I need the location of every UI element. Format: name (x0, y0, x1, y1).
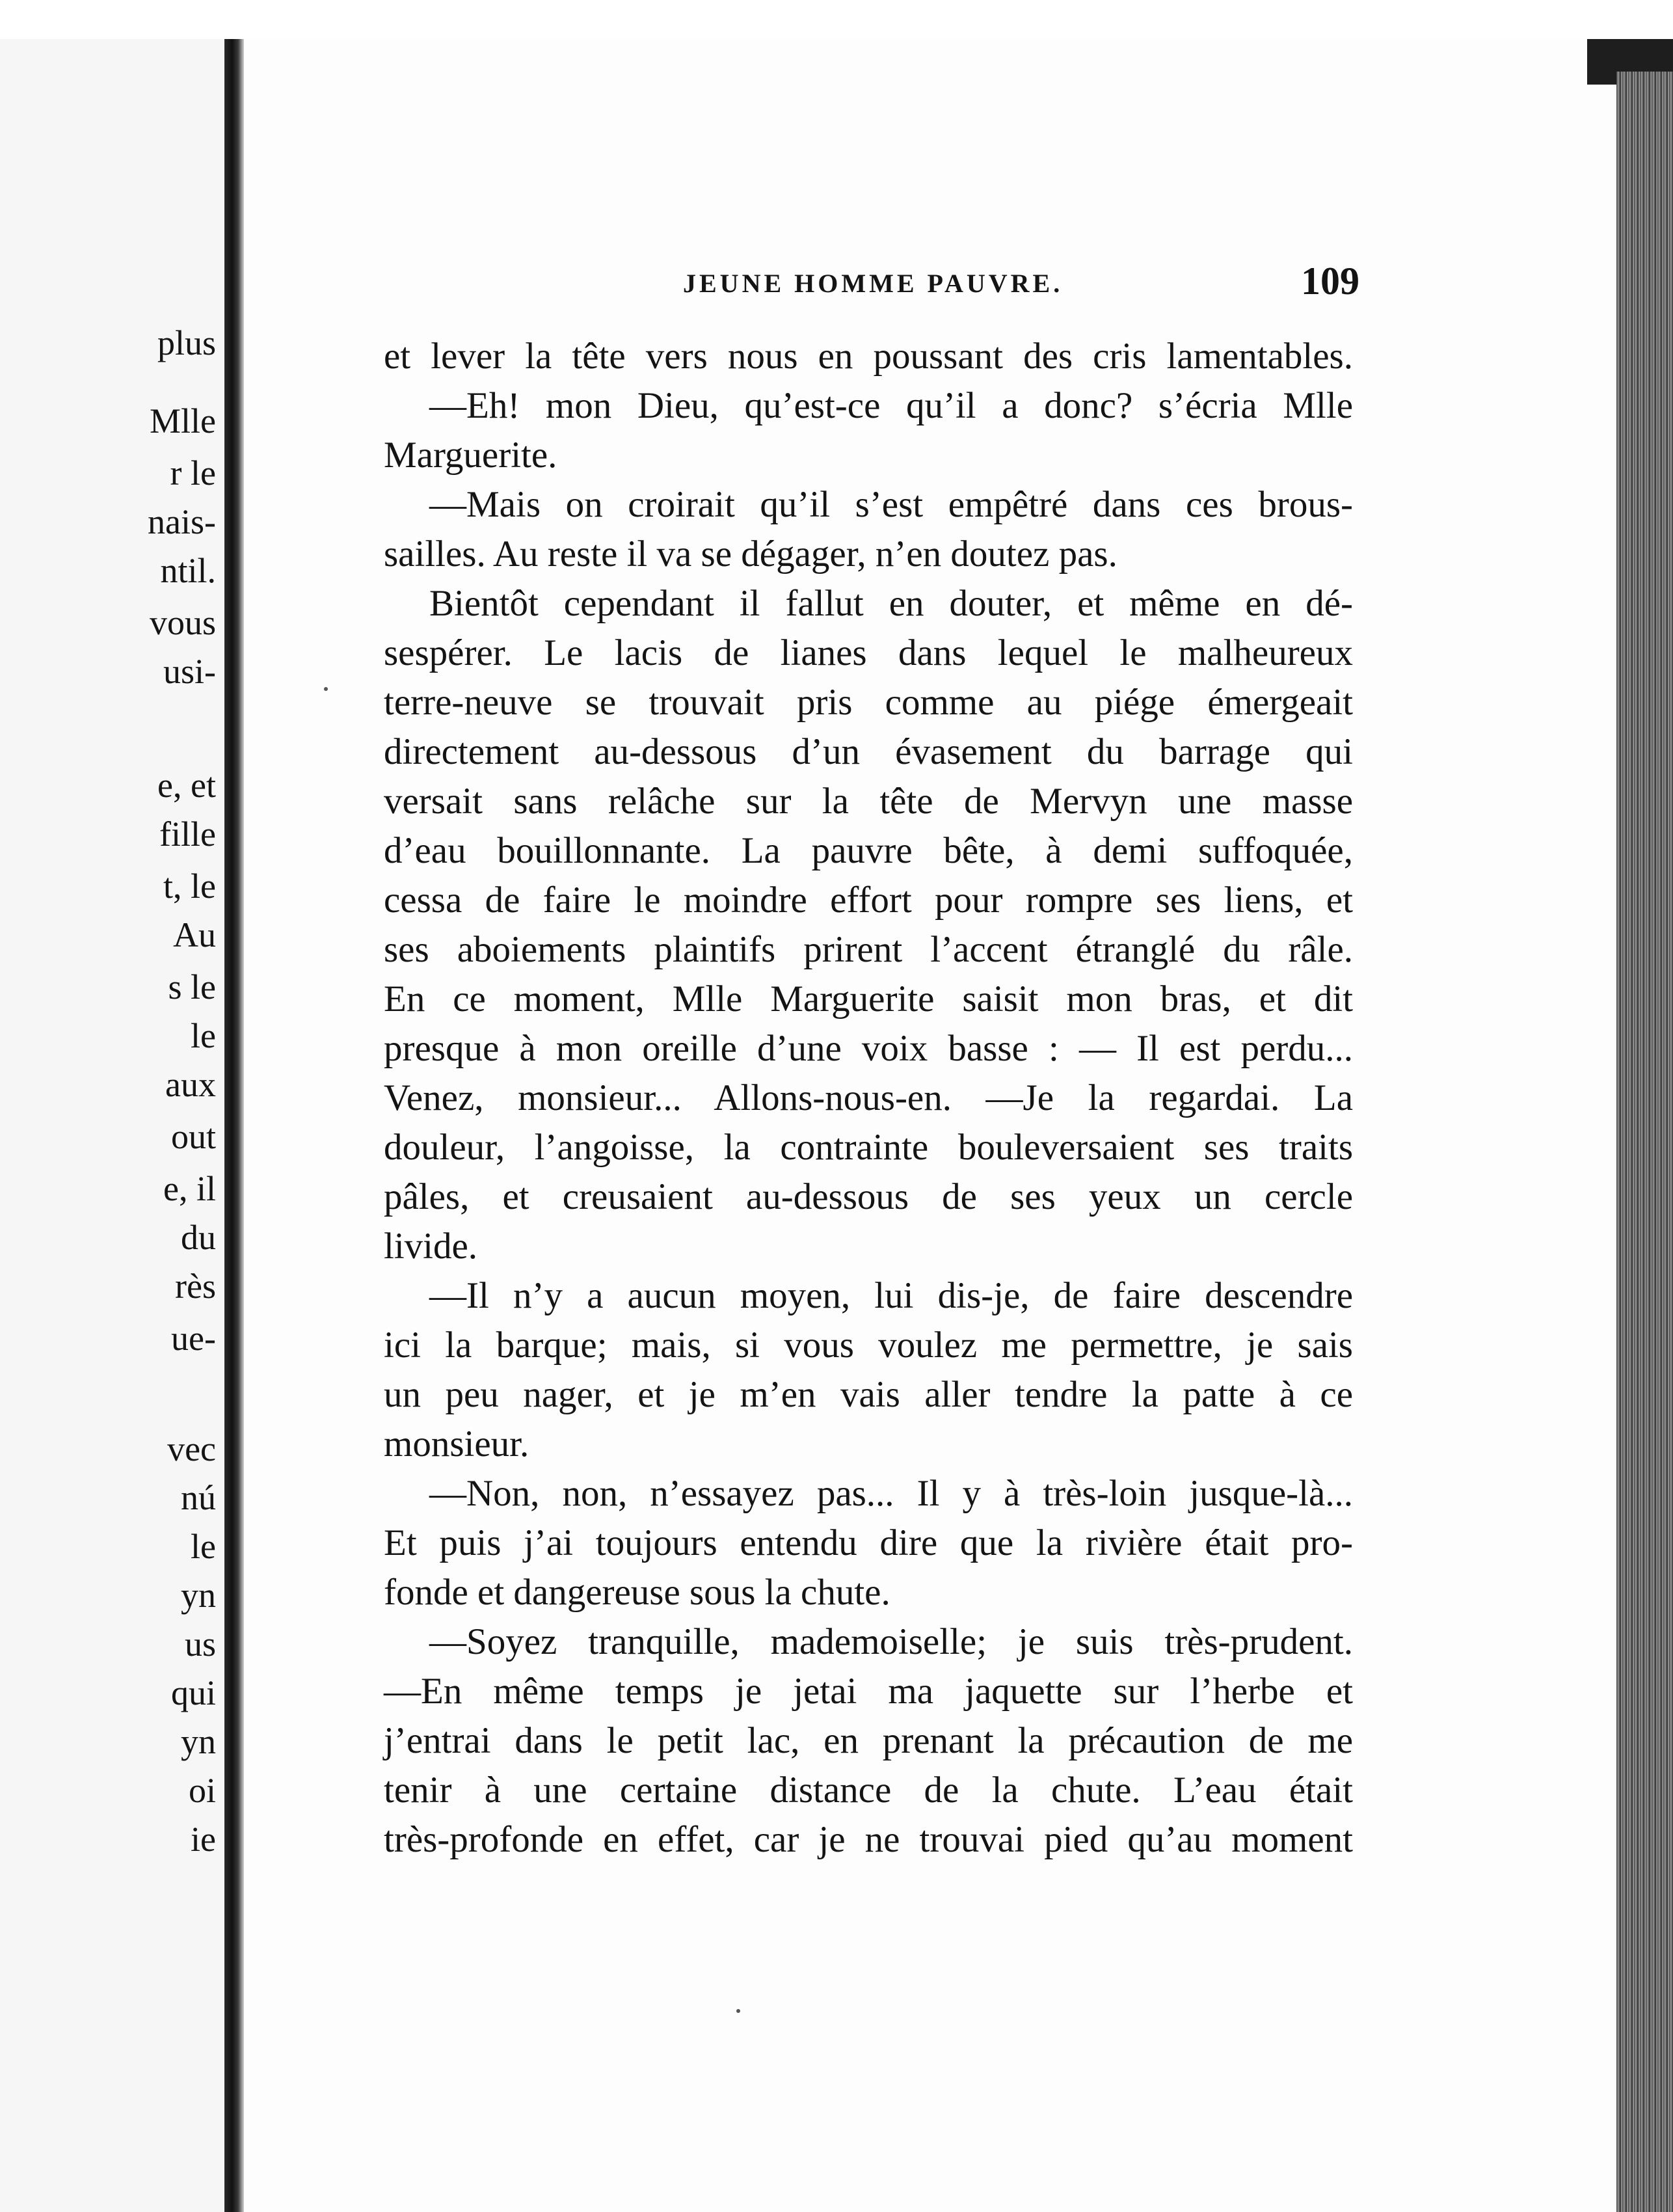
previous-page-fragment: plus (157, 323, 216, 362)
previous-page-fragment: r le (170, 453, 216, 492)
previous-page-fragment: vous (149, 603, 216, 642)
previous-page-fragment: du (181, 1218, 216, 1257)
previous-page-text-fragments (0, 0, 221, 2212)
previous-page-fragment: yn (181, 1722, 216, 1761)
text-line: Et puis j’ai toujours entendu dire que la rivière était pro- (384, 1522, 1353, 1563)
text-line: sespérer. Le lacis de lianes dans lequel le malheureux (384, 632, 1353, 673)
previous-page-fragment: usi- (163, 652, 216, 691)
text-line: pâles, et creusaient au-dessous de ses yeux un cercle (384, 1176, 1353, 1217)
text-line: Bientôt cependant il fallut en douter, et même en dé- (429, 583, 1353, 624)
text-line: livide. (384, 1226, 478, 1267)
text-line: monsieur. (384, 1423, 529, 1464)
text-line: versait sans relâche sur la tête de Mervyn une masse (384, 781, 1353, 822)
text-line: —Il n’y a aucun moyen, lui dis-je, de faire descendre (429, 1275, 1353, 1316)
text-line: Venez, monsieur... Allons-nous-en. —Je la regardai. La (384, 1077, 1353, 1118)
text-line: j’entrai dans le petit lac, en prenant la précaution de me (384, 1720, 1353, 1761)
scan-speck (324, 687, 328, 691)
previous-page-fragment: fille (159, 815, 216, 854)
page-edges (1616, 72, 1673, 2212)
text-line: ses aboiements plaintifs prirent l’accent étranglé du râle. (384, 929, 1353, 970)
text-line: douleur, l’angoisse, la contrainte bouleversaient ses traits (384, 1127, 1353, 1168)
previous-page-fragment: Au (173, 915, 216, 954)
previous-page-fragment: qui (170, 1673, 216, 1712)
previous-page-fragment: nú (181, 1478, 216, 1517)
text-line: directement au-dessous d’un évasement du barrage qui (384, 731, 1353, 772)
text-line: —Eh! mon Dieu, qu’est-ce qu’il a donc? s’écria Mlle (429, 385, 1353, 426)
book-gutter (224, 39, 244, 2212)
previous-page-fragment: oi (188, 1771, 216, 1810)
text-line: —Non, non, n’essayez pas... Il y à très-loin jusque-là... (429, 1473, 1353, 1514)
text-line: ici la barque; mais, si vous voulez me permettre, je sais (384, 1325, 1353, 1366)
running-head: JEUNE HOMME PAUVRE. (683, 269, 1064, 298)
previous-page-fragment: s le (168, 967, 216, 1006)
previous-page-fragment: Mlle (150, 401, 216, 440)
previous-page-fragment: ntil. (160, 551, 216, 590)
scan-speck (736, 2009, 740, 2013)
text-line: tenir à une certaine distance de la chute. L’eau était (384, 1770, 1353, 1811)
previous-page-fragment: e, et (157, 766, 216, 805)
text-line: et lever la tête vers nous en poussant des cris lamentables. (384, 336, 1353, 377)
previous-page-fragment: rès (175, 1267, 216, 1306)
previous-page-fragment: out (170, 1117, 216, 1156)
previous-page-fragment: us (184, 1625, 216, 1664)
previous-page-fragment: t, le (163, 867, 216, 906)
text-line: —En même temps je jetai ma jaquette sur l’herbe et (384, 1671, 1353, 1712)
text-line: presque à mon oreille d’une voix basse : — Il est perdu... (384, 1028, 1353, 1069)
text-line: très-profonde en effet, car je ne trouvai pied qu’au moment (384, 1819, 1353, 1860)
body-text (384, 332, 1353, 1865)
previous-page-fragment: le (191, 1527, 216, 1566)
page-number: 109 (1301, 260, 1359, 303)
text-line: —Mais on croirait qu’il s’est empêtré dans ces brous- (429, 484, 1353, 525)
previous-page-fragment: le (191, 1016, 216, 1055)
text-line: un peu nager, et je m’en vais aller tendre la patte à ce (384, 1374, 1353, 1415)
previous-page-fragment: ie (191, 1820, 216, 1859)
previous-page-fragment: e, il (163, 1169, 216, 1208)
previous-page-fragment: yn (181, 1576, 216, 1615)
scan-top-margin (0, 0, 1673, 39)
text-line: cessa de faire le moindre effort pour rompre ses liens, et (384, 880, 1353, 921)
text-line: —Soyez tranquille, mademoiselle; je suis très-prudent. (429, 1621, 1353, 1662)
text-line: terre-neuve se trouvait pris comme au piége émergeait (384, 682, 1353, 723)
text-line: En ce moment, Mlle Marguerite saisit mon bras, et dit (384, 978, 1353, 1019)
text-line: d’eau bouillonnante. La pauvre bête, à demi suffoquée, (384, 830, 1353, 871)
text-line: sailles. Au reste il va se dégager, n’en doutez pas. (384, 533, 1118, 574)
text-line: Marguerite. (384, 435, 557, 476)
previous-page-fragment: aux (165, 1065, 216, 1104)
previous-page-fragment: ue- (171, 1319, 216, 1358)
previous-page-fragment: vec (167, 1429, 216, 1468)
text-line: fonde et dangereuse sous la chute. (384, 1572, 890, 1613)
previous-page-fragment: nais- (148, 502, 216, 541)
